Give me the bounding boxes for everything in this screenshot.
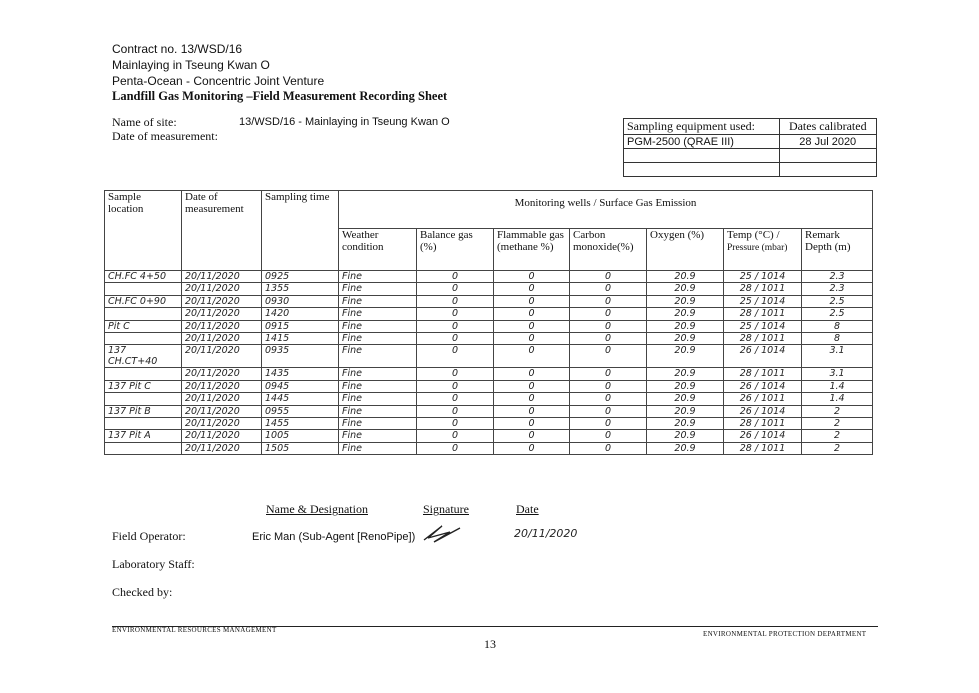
header-temp: Temp (°C) / xyxy=(727,229,780,241)
cell-temp-pressure: 28 / 1011 xyxy=(724,332,802,344)
cell-weather: Fine xyxy=(339,320,417,332)
table-row xyxy=(105,320,873,332)
cell-time: 1455 xyxy=(262,417,339,429)
cell-oxygen: 20.9 xyxy=(647,368,724,380)
cell-date: 20/11/2020 xyxy=(182,345,262,368)
cell-flammable: 0 xyxy=(494,430,570,442)
cell-time: 1505 xyxy=(262,442,339,454)
cell-location: CH.FC 0+90 xyxy=(105,295,182,307)
cell-time: 1005 xyxy=(262,430,339,442)
cell-date: 20/11/2020 xyxy=(182,332,262,344)
field-operator-date: 20/11/2020 xyxy=(514,527,578,540)
cell-remark: 2 xyxy=(802,417,873,429)
cell-balance: 0 xyxy=(417,283,494,295)
cell-location xyxy=(105,393,182,405)
header-remark-depth: Remark Depth (m) xyxy=(802,229,873,271)
cell-location: 137 Pit B xyxy=(105,405,182,417)
cell-temp-pressure: 25 / 1014 xyxy=(724,295,802,307)
cell-balance: 0 xyxy=(417,380,494,392)
cell-co: 0 xyxy=(570,271,647,283)
cell-co: 0 xyxy=(570,320,647,332)
cell-remark: 8 xyxy=(802,320,873,332)
header-weather: Weather condition xyxy=(339,229,417,271)
cell-time: 0915 xyxy=(262,320,339,332)
col-signature: Signature xyxy=(423,502,469,516)
header-carbon-monoxide: Carbon monoxide(%) xyxy=(570,229,647,271)
cell-date: 20/11/2020 xyxy=(182,430,262,442)
cell-time: 0935 xyxy=(262,345,339,368)
cell-flammable: 0 xyxy=(494,308,570,320)
cell-oxygen: 20.9 xyxy=(647,380,724,392)
cell-flammable: 0 xyxy=(494,380,570,392)
laboratory-staff-label: Laboratory Staff: xyxy=(112,557,195,571)
table-row xyxy=(105,430,873,442)
cell-time: 1415 xyxy=(262,332,339,344)
cell-oxygen: 20.9 xyxy=(647,283,724,295)
cell-temp-pressure: 26 / 1014 xyxy=(724,380,802,392)
cell-balance: 0 xyxy=(417,332,494,344)
cell-temp-pressure: 25 / 1014 xyxy=(724,271,802,283)
header-temp-pressure xyxy=(724,229,802,271)
table-row xyxy=(105,442,873,454)
cell-flammable: 0 xyxy=(494,405,570,417)
field-operator-label: Field Operator: xyxy=(112,529,186,543)
cell-temp-pressure: 26 / 1014 xyxy=(724,430,802,442)
cell-date: 20/11/2020 xyxy=(182,295,262,307)
cell-oxygen: 20.9 xyxy=(647,320,724,332)
header-oxygen: Oxygen (%) xyxy=(647,229,724,271)
cell-flammable: 0 xyxy=(494,417,570,429)
header-monitoring-group: Monitoring wells / Surface Gas Emission xyxy=(339,191,873,229)
cell-flammable: 0 xyxy=(494,345,570,368)
cell-temp-pressure: 26 / 1014 xyxy=(724,345,802,368)
cell-temp-pressure: 26 / 1011 xyxy=(724,393,802,405)
table-row xyxy=(105,308,873,320)
cell-oxygen: 20.9 xyxy=(647,417,724,429)
cell-location xyxy=(105,332,182,344)
col-date: Date xyxy=(516,502,539,516)
equipment-blank-cell xyxy=(779,149,877,163)
cell-weather: Fine xyxy=(339,308,417,320)
cell-time: 0930 xyxy=(262,295,339,307)
table-row xyxy=(105,380,873,392)
cell-location xyxy=(105,442,182,454)
cell-oxygen: 20.9 xyxy=(647,393,724,405)
cell-location: 137 Pit C xyxy=(105,380,182,392)
cell-co: 0 xyxy=(570,430,647,442)
cell-flammable: 0 xyxy=(494,320,570,332)
table-row xyxy=(105,393,873,405)
cell-weather: Fine xyxy=(339,380,417,392)
cell-time: 1445 xyxy=(262,393,339,405)
cell-weather: Fine xyxy=(339,283,417,295)
cell-balance: 0 xyxy=(417,295,494,307)
cell-flammable: 0 xyxy=(494,295,570,307)
cell-remark: 1.4 xyxy=(802,393,873,405)
cell-temp-pressure: 28 / 1011 xyxy=(724,283,802,295)
contractor-name: Penta-Ocean - Concentric Joint Venture xyxy=(112,74,325,88)
cell-remark: 2 xyxy=(802,405,873,417)
table-row xyxy=(105,295,873,307)
cell-flammable: 0 xyxy=(494,393,570,405)
table-row xyxy=(105,271,873,283)
page-number: 13 xyxy=(484,637,496,651)
cell-date: 20/11/2020 xyxy=(182,393,262,405)
cell-weather: Fine xyxy=(339,430,417,442)
cell-remark: 2 xyxy=(802,430,873,442)
cell-remark: 2.5 xyxy=(802,295,873,307)
cell-balance: 0 xyxy=(417,393,494,405)
cell-weather: Fine xyxy=(339,417,417,429)
cell-remark: 2.3 xyxy=(802,271,873,283)
cell-date: 20/11/2020 xyxy=(182,283,262,295)
cell-weather: Fine xyxy=(339,295,417,307)
cell-weather: Fine xyxy=(339,345,417,368)
header-pressure: Pressure (mbar) xyxy=(727,243,788,253)
equipment-model: PGM-2500 (QRAE III) xyxy=(624,135,780,149)
cell-co: 0 xyxy=(570,380,647,392)
monitoring-table xyxy=(104,190,873,455)
footer-left: ENVIRONMENTAL RESOURCES MANAGEMENT xyxy=(112,626,277,634)
cell-temp-pressure: 26 / 1014 xyxy=(724,405,802,417)
cell-balance: 0 xyxy=(417,405,494,417)
equipment-table xyxy=(623,118,877,177)
cell-balance: 0 xyxy=(417,442,494,454)
cell-co: 0 xyxy=(570,283,647,295)
header-balance-gas: Balance gas (%) xyxy=(417,229,494,271)
cell-location xyxy=(105,417,182,429)
cell-temp-pressure: 28 / 1011 xyxy=(724,417,802,429)
contract-number: Contract no. 13/WSD/16 xyxy=(112,42,243,56)
table-row xyxy=(105,332,873,344)
cell-co: 0 xyxy=(570,405,647,417)
calibrated-header: Dates calibrated xyxy=(779,119,877,135)
header-sampling-time: Sampling time xyxy=(262,191,339,271)
cell-flammable: 0 xyxy=(494,271,570,283)
cell-location: 137 CH.CT+40 xyxy=(105,345,182,368)
header-date: Date of measurement xyxy=(182,191,262,271)
equipment-blank-cell xyxy=(624,163,780,177)
cell-co: 0 xyxy=(570,345,647,368)
header-sample-location: Sample location xyxy=(105,191,182,271)
sheet-title: Landfill Gas Monitoring –Field Measurement Recording Sheet xyxy=(112,89,448,103)
cell-oxygen: 20.9 xyxy=(647,442,724,454)
cell-remark: 3.1 xyxy=(802,345,873,368)
cell-co: 0 xyxy=(570,332,647,344)
cell-oxygen: 20.9 xyxy=(647,405,724,417)
cell-oxygen: 20.9 xyxy=(647,295,724,307)
cell-date: 20/11/2020 xyxy=(182,368,262,380)
cell-remark: 3.1 xyxy=(802,368,873,380)
cell-date: 20/11/2020 xyxy=(182,320,262,332)
checked-by-label: Checked by: xyxy=(112,585,173,599)
cell-time: 0955 xyxy=(262,405,339,417)
site-name-value: 13/WSD/16 - Mainlaying in Tseung Kwan O xyxy=(239,116,450,128)
cell-oxygen: 20.9 xyxy=(647,332,724,344)
equipment-blank-cell xyxy=(624,149,780,163)
cell-time: 1435 xyxy=(262,368,339,380)
cell-date: 20/11/2020 xyxy=(182,417,262,429)
cell-date: 20/11/2020 xyxy=(182,308,262,320)
cell-oxygen: 20.9 xyxy=(647,308,724,320)
cell-flammable: 0 xyxy=(494,368,570,380)
cell-co: 0 xyxy=(570,417,647,429)
cell-location xyxy=(105,368,182,380)
cell-date: 20/11/2020 xyxy=(182,405,262,417)
cell-co: 0 xyxy=(570,295,647,307)
cell-co: 0 xyxy=(570,308,647,320)
cell-remark: 2.5 xyxy=(802,308,873,320)
cell-balance: 0 xyxy=(417,417,494,429)
cell-oxygen: 20.9 xyxy=(647,345,724,368)
cell-time: 0945 xyxy=(262,380,339,392)
calibration-date: 28 Jul 2020 xyxy=(779,135,877,149)
cell-remark: 1.4 xyxy=(802,380,873,392)
date-of-measurement-label: Date of measurement: xyxy=(112,129,218,143)
table-row xyxy=(105,345,873,368)
cell-date: 20/11/2020 xyxy=(182,442,262,454)
cell-time: 0925 xyxy=(262,271,339,283)
table-row xyxy=(105,283,873,295)
project-name: Mainlaying in Tseung Kwan O xyxy=(112,58,270,72)
cell-remark: 8 xyxy=(802,332,873,344)
cell-time: 1420 xyxy=(262,308,339,320)
cell-oxygen: 20.9 xyxy=(647,271,724,283)
col-name-designation: Name & Designation xyxy=(266,502,368,516)
cell-balance: 0 xyxy=(417,271,494,283)
cell-balance: 0 xyxy=(417,308,494,320)
cell-remark: 2.3 xyxy=(802,283,873,295)
cell-location xyxy=(105,283,182,295)
cell-weather: Fine xyxy=(339,442,417,454)
cell-co: 0 xyxy=(570,442,647,454)
cell-location: Pit C xyxy=(105,320,182,332)
cell-oxygen: 20.9 xyxy=(647,430,724,442)
cell-date: 20/11/2020 xyxy=(182,380,262,392)
cell-weather: Fine xyxy=(339,271,417,283)
cell-temp-pressure: 28 / 1011 xyxy=(724,442,802,454)
cell-co: 0 xyxy=(570,368,647,380)
equipment-blank-cell xyxy=(779,163,877,177)
cell-co: 0 xyxy=(570,393,647,405)
footer-right: ENVIRONMENTAL PROTECTION DEPARTMENT xyxy=(703,630,867,638)
cell-flammable: 0 xyxy=(494,332,570,344)
cell-remark: 2 xyxy=(802,442,873,454)
cell-flammable: 0 xyxy=(494,442,570,454)
header-flammable-gas: Flammable gas (methane %) xyxy=(494,229,570,271)
cell-location: 137 Pit A xyxy=(105,430,182,442)
cell-location xyxy=(105,308,182,320)
site-name-label: Name of site: xyxy=(112,115,177,129)
cell-date: 20/11/2020 xyxy=(182,271,262,283)
cell-time: 1355 xyxy=(262,283,339,295)
cell-temp-pressure: 28 / 1011 xyxy=(724,368,802,380)
field-operator-name: Eric Man (Sub-Agent [RenoPipe]) xyxy=(252,531,416,543)
cell-location: CH.FC 4+50 xyxy=(105,271,182,283)
cell-balance: 0 xyxy=(417,368,494,380)
table-row xyxy=(105,417,873,429)
cell-weather: Fine xyxy=(339,405,417,417)
cell-balance: 0 xyxy=(417,430,494,442)
table-row xyxy=(105,368,873,380)
cell-weather: Fine xyxy=(339,332,417,344)
equipment-header: Sampling equipment used: xyxy=(624,119,780,135)
cell-weather: Fine xyxy=(339,368,417,380)
table-row xyxy=(105,405,873,417)
cell-flammable: 0 xyxy=(494,283,570,295)
cell-balance: 0 xyxy=(417,320,494,332)
cell-temp-pressure: 28 / 1011 xyxy=(724,308,802,320)
cell-weather: Fine xyxy=(339,393,417,405)
signature-scribble xyxy=(420,520,468,546)
cell-temp-pressure: 25 / 1014 xyxy=(724,320,802,332)
cell-balance: 0 xyxy=(417,345,494,368)
